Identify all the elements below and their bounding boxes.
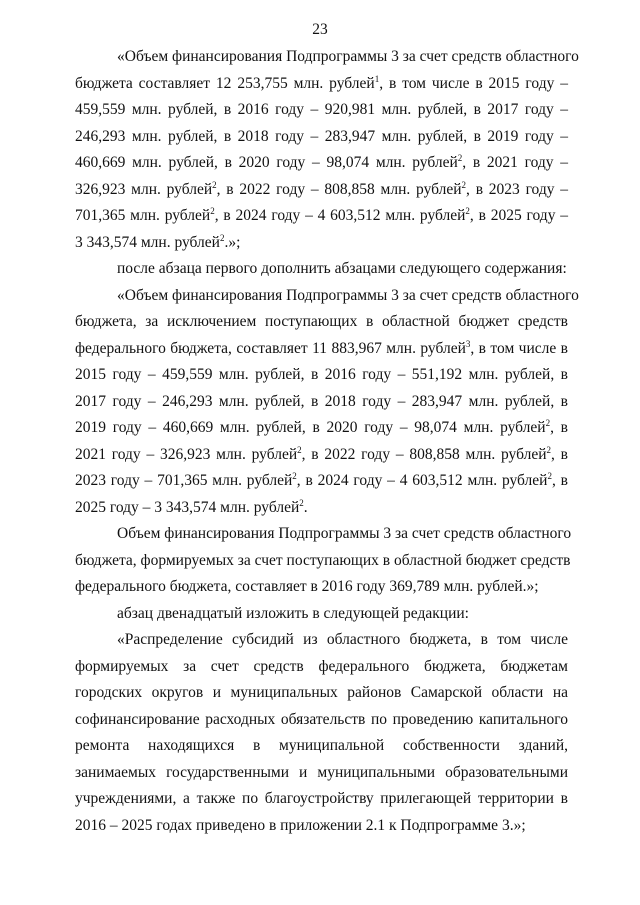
paragraph-twelfth-instruction bbox=[75, 601, 568, 628]
page-number: 23 bbox=[312, 21, 328, 38]
text-line: «Объем финансирования Подпрограммы 3 за счет средств областного bbox=[117, 48, 579, 65]
text-line: абзац двенадцатый изложить в следующей редакции: bbox=[117, 604, 469, 622]
text-line: 701,365 млн. рублей$^2$, в 2024 году – 4 603,512 млн. рублей$^2$, в 2025 году – bbox=[75, 206, 569, 224]
text-line: «Объем финансирования Подпрограммы 3 за счет средств областного bbox=[117, 286, 579, 304]
text-line: федерального бюджета, составляет в 2016 году 369,789 млн. рублей.»; bbox=[75, 578, 539, 595]
text-line: 2019 году – 460,669 млн. рублей, в 2020 году – 98,074 млн. рублей$^2$, в bbox=[75, 418, 568, 436]
text-line: 459,559 млн. рублей, в 2016 году – 920,981 млн. рублей, в 2017 году – bbox=[75, 101, 568, 118]
text-line: Объем финансирования Подпрограммы 3 за счет средств областного bbox=[117, 525, 572, 542]
text-line: учреждениями, а также по благоустройству прилегающей территории в bbox=[75, 790, 568, 807]
paragraph-insert-instruction bbox=[75, 256, 568, 283]
text-line: 2015 году – 459,559 млн. рублей, в 2016 году – 551,192 млн. рублей, в bbox=[75, 366, 568, 383]
paragraph-financing-total bbox=[75, 44, 579, 256]
text-line: формируемых за счет средств федерального бюджета, бюджетам bbox=[75, 657, 568, 675]
text-line: бюджета, формируемых за счет поступающих в областной бюджет средств bbox=[75, 551, 571, 569]
text-line: 246,293 млн. рублей, в 2018 году – 283,947 млн. рублей, в 2019 году – bbox=[75, 127, 568, 145]
paragraph-financing-excluding-federal bbox=[75, 283, 579, 522]
paragraph-financing-federal bbox=[75, 521, 572, 601]
text-line: 326,923 млн. рублей$^2$, в 2022 году – 808,858 млн. рублей$^2$, в 2023 году – bbox=[75, 179, 569, 198]
text-line: «Распределение субсидий из областного бюджета, в том числе bbox=[117, 631, 568, 648]
text-line: 2023 году – 701,365 млн. рублей$^2$, в 2024 году – 4 603,512 млн. рублей$^2$, в bbox=[75, 471, 568, 489]
text-line: 3 343,574 млн. рублей$^2$.»; bbox=[75, 232, 241, 251]
text-line: городских округов и муниципальных районов Самарской области на bbox=[75, 684, 568, 701]
text-line: 2017 году – 246,293 млн. рублей, в 2018 году – 283,947 млн. рублей, в bbox=[75, 392, 568, 410]
text-line: бюджета составляет 12 253,755 млн. рублей$^1$, в том числе в 2015 году – bbox=[75, 73, 568, 92]
text-line: ремонта находящихся в муниципальной собственности зданий, bbox=[75, 737, 568, 754]
text-line: 2021 году – 326,923 млн. рублей$^2$, в 2022 году – 808,858 млн. рублей$^2$, в bbox=[75, 444, 568, 463]
text-line: 460,669 млн. рублей, в 2020 году – 98,074 млн. рублей$^2$, в 2021 году – bbox=[75, 153, 568, 171]
text-line: 2025 году – 3 343,574 млн. рублей$^2$. bbox=[75, 497, 308, 516]
text-line: 2016 – 2025 годах приведено в приложении 2.1 к Подпрограмме 3.»; bbox=[75, 816, 526, 834]
text-line: после абзаца первого дополнить абзацами следующего содержания: bbox=[117, 260, 567, 277]
paragraph-subsidy-distribution bbox=[75, 627, 568, 839]
text-line: софинансирование расходных обязательств по проведению капитального bbox=[75, 710, 568, 728]
text-line: федерального бюджета, составляет 11 883,967 млн. рублей$^3$, в том числе в bbox=[75, 338, 568, 357]
text-line: бюджета, за исключением поступающих в областной бюджет средств bbox=[75, 313, 568, 330]
document-body bbox=[75, 44, 579, 839]
text-line: занимаемых государственными и муниципальными образовательными bbox=[75, 763, 568, 781]
